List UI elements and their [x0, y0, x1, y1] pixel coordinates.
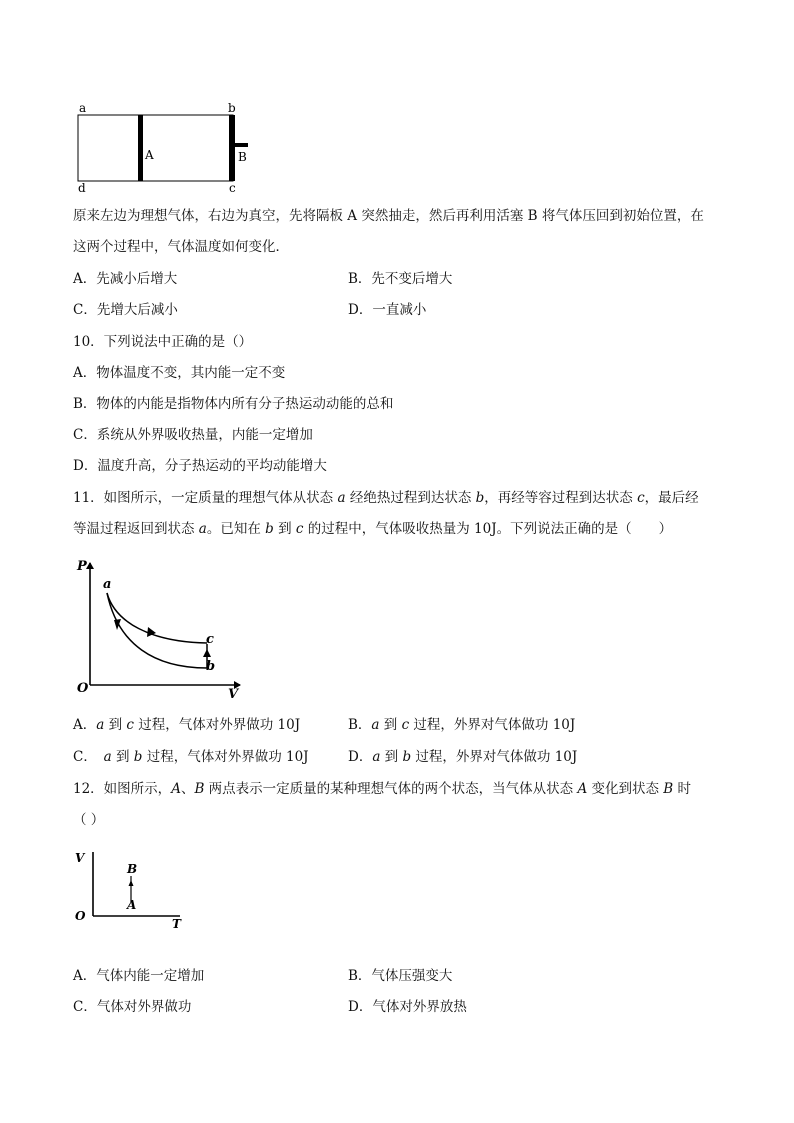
q12-option-d: D．气体对外界放热	[348, 999, 467, 1015]
arrow-up-ab	[129, 880, 134, 886]
piston-label-b: B	[238, 150, 247, 164]
state-a-point-label: A	[127, 898, 137, 912]
state-a-label: a	[103, 577, 112, 592]
state-c-label: c	[206, 632, 214, 647]
corner-label-b: b	[228, 101, 236, 115]
q10-option-c: C．系统从外界吸收热量，内能一定增加	[73, 427, 313, 443]
q9-stem-line2: 这两个过程中，气体温度如何变化．	[73, 239, 289, 255]
q11-option-d: D．a 到 b 过程，外界对气体做功 10J	[348, 749, 578, 765]
q9-option-a: A．先减小后增大	[73, 271, 178, 287]
q12-option-b: B．气体压强变大	[348, 968, 453, 984]
corner-label-d: d	[78, 181, 86, 195]
q10-option-b: B．物体的内能是指物体内所有分子热运动动能的总和	[73, 396, 394, 412]
q11-option-c: C． a 到 b 过程，气体对外界做功 10J	[73, 749, 309, 765]
corner-label-a: a	[79, 101, 87, 115]
q11-option-a: A．a 到 c 过程，气体对外界做功 10J	[73, 717, 301, 733]
q9-stem-line1: 原来左边为理想气体，右边为真空，先将隔板 A 突然抽走，然后再利用活塞 B 将气体压回到初始位置，在	[73, 208, 704, 224]
q12-option-a: A．气体内能一定增加	[73, 968, 205, 984]
q11-stem-line2: 等温过程返回到状态 a。已知在 b 到 c 的过程中，气体吸收热量为 10J。下列说法正确的是（ ）	[73, 521, 673, 537]
q10-stem: 10．下列说法中正确的是（）	[73, 334, 253, 350]
q11-stem-line1: 11．如图所示，一定质量的理想气体从状态 a 经绝热过程到达状态 b，再经等容过程到达状态 c，最后经	[73, 490, 699, 506]
state-b-point-label: B	[127, 862, 138, 876]
q10-option-d: D．温度升高，分子热运动的平均动能增大	[73, 458, 327, 474]
q12-stem-line1: 12．如图所示，A、B 两点表示一定质量的某种理想气体的两个状态，当气体从状态 A 变化到状态 B 时	[73, 781, 692, 797]
q9-option-b: B．先不变后增大	[348, 271, 453, 287]
q12-stem-line2: （ ）	[73, 812, 105, 828]
q11-option-b: B．a 到 c 过程，外界对气体做功 10J	[348, 717, 576, 733]
corner-label-c: c	[229, 181, 236, 195]
origin-label: O	[77, 681, 89, 696]
q9-option-c: C．先增大后减小	[73, 302, 178, 318]
origin-label-vt: O	[75, 909, 86, 923]
p-axis-label: P	[77, 559, 87, 574]
v-axis-label: V	[228, 687, 239, 702]
partition-label-a: A	[145, 148, 154, 162]
q10-option-a: A．物体温度不变，其内能一定不变	[73, 365, 286, 381]
state-b-label: b	[206, 659, 216, 674]
v-axis-label-vt: V	[75, 851, 85, 865]
t-axis-label-vt: T	[172, 917, 181, 931]
q12-option-c: C．气体对外界做功	[73, 999, 192, 1015]
q9-option-d: D．一直减小	[348, 302, 427, 318]
